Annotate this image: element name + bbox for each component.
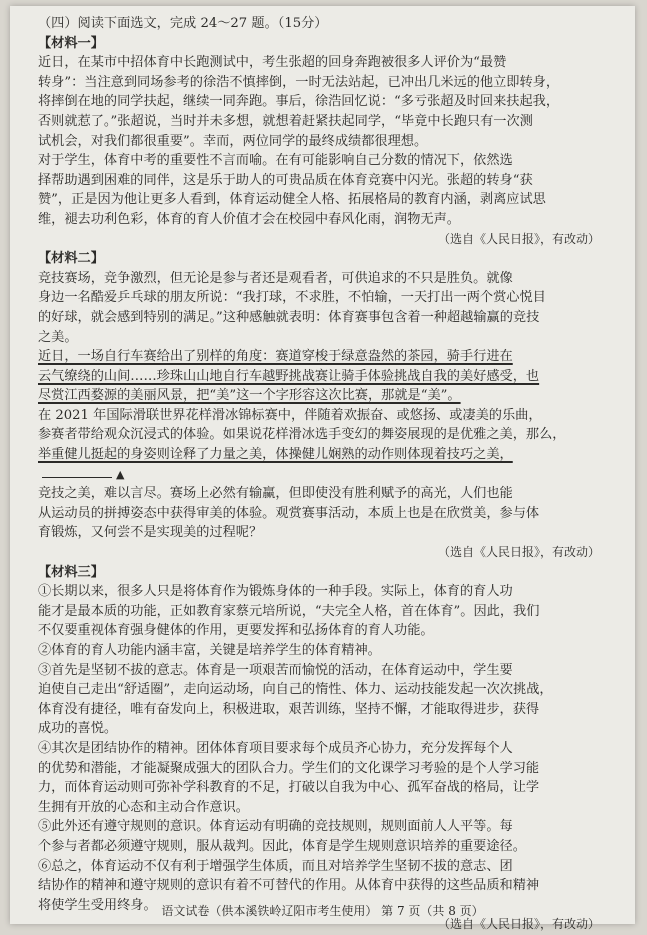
line-text: ⑤此外还有遵守规则的意识。体育运动有明确的竞技规则，规则面前人人平等。每 <box>38 819 513 835</box>
line-text: ②体育的育人功能内涵丰富，关键是培养学生的体育精神。 <box>38 643 381 658</box>
material-2-body-c <box>38 484 600 543</box>
text-line <box>38 308 600 328</box>
text-line <box>38 328 600 348</box>
line-text: 个参与者都必须遵守规则，服从裁判。因此，体育是学生规则意识培养的重要途径。 <box>38 838 526 854</box>
text-line <box>38 837 600 857</box>
underlined-line: 云气缭绕的山间……珍珠山山地自行车越野挑战赛让骑手体验挑战自我的美好感受，也 <box>38 368 540 384</box>
triangle-mark-icon: ▲ <box>116 467 125 481</box>
line-text: 竞技赛场，竞争激烈，但无论是参与者还是观看者，可供追求的不只是胜负。就像 <box>38 270 513 286</box>
material-2-title: 【材料二】 <box>38 251 104 267</box>
material-2-source: （选自《人民日报》，有改动） <box>437 545 600 560</box>
page-footer: 语文试卷（供本溪铁岭辽阳市考生使用） 第 7 页（共 8 页） <box>161 904 484 918</box>
line-text: 的好球，就会感到特别的满足。”这种感触就表明：体育赛事包含着一种超越输赢的竞技 <box>38 309 540 325</box>
text-line <box>38 269 600 289</box>
line-text: 之美。 <box>38 329 78 345</box>
line-text: 竞技之美，难以言尽。赛场上必然有输赢，但即使没有胜利赋予的高光，人们也能 <box>38 486 513 502</box>
underlined-line: 近日，一场自行车赛给出了别样的角度：赛道穿梭于绿意盎然的茶园，骑手行进在 <box>38 349 513 365</box>
line-text: 体育没有捷径，唯有奋发向上，积极进取，艰苦训练，坚持不懈，才能取得进步，获得 <box>38 701 540 717</box>
material-2-underlined-last <box>38 445 600 465</box>
material-1-title: 【材料一】 <box>38 35 104 51</box>
text-line <box>38 112 600 132</box>
underlined-line: 尽赏江西婺源的美丽风景，把“美”这一个字形容这次比赛，那就是“美”。 <box>38 388 461 404</box>
section-header: （四）阅读下面选文，完成 24～27 题。（15分） <box>38 16 328 31</box>
text-line <box>38 171 600 191</box>
underlined-sentence: 举重健儿挺起的身姿则诠释了力量之美，体操健儿娴熟的动作则体现着技巧之美， <box>38 447 513 463</box>
line-text: 结协作的精神和遵守规则的意识有着不可替代的作用。从体育中获得的这些品质和精神 <box>38 878 540 894</box>
text-line <box>38 759 600 779</box>
material-3-source: （选自《人民日报》，有改动） <box>437 917 600 932</box>
line-text: 将摔倒在地的同学扶起，继续一同奔跑。事后，徐浩回忆说：“多亏张超及时回来扶起我， <box>38 94 560 110</box>
line-text: 对于学生，体育中考的重要性不言而喻。在有可能影响自己分数的情况下，依然选 <box>38 153 513 169</box>
text-line <box>38 582 600 602</box>
text-line <box>38 739 600 759</box>
text-line <box>38 73 600 93</box>
line-text: 转身”：当注意到同场参考的徐浩不慎摔倒，一时无法站起，已冲出几米远的他立即转身， <box>38 74 560 90</box>
line-text: 维，褪去功利色彩，体育的育人价值才会在校园中春风化雨，润物无声。 <box>38 211 460 227</box>
text-line <box>38 151 600 171</box>
line-text: 赞”，正是因为他让更多人看到，体育运动健全人格、拓展格局的教育内涵，剥离应试思 <box>38 192 546 208</box>
exam-page <box>10 6 635 932</box>
material-2-body-b <box>38 406 600 445</box>
line-text: 身边一名酷爱乒乓球的朋友所说：“我打球，不求胜，不怕输，一天打出一两个赏心悦目 <box>38 290 546 306</box>
material-2-underlined <box>38 347 600 406</box>
text-line <box>38 621 600 641</box>
line-text: 近日，在某市中招体育中长跑测试中，考生张超的回身奔跑被很多人评价为“最赞 <box>38 55 507 71</box>
line-text: 生拥有开放的心态和主动合作意识。 <box>38 799 249 815</box>
text-line <box>38 700 600 720</box>
text-line <box>38 425 600 445</box>
text-line <box>38 504 600 524</box>
text-line <box>38 641 600 661</box>
text-line <box>38 92 600 112</box>
text-line <box>38 132 600 152</box>
text-line <box>38 367 600 387</box>
line-text: 的优势和潜能，才能凝聚成强大的团队合力。学生们的文化课学习考验的是个人学习能 <box>38 760 540 776</box>
text-line <box>38 288 600 308</box>
line-text: 试机会，对我们都很重要”。幸而，两位同学的最终成绩都很理想。 <box>38 133 428 149</box>
line-text: 迫使自己走出“舒适圈”，走向运动场，向自己的惰性、体力、运动技能发起一次次挑战， <box>38 682 553 698</box>
text-line <box>38 602 600 622</box>
line-text: 择帮助遇到困难的同伴，这是乐于助人的可贵品质在体育竞赛中闪光。张超的转身“获 <box>38 172 533 188</box>
text-line <box>38 190 600 210</box>
text-line <box>38 210 600 230</box>
text-line <box>38 680 600 700</box>
line-text: ①长期以来，很多人只是将体育作为锻炼身体的一种手段。实际上，体育的育人功 <box>38 584 513 600</box>
blank-line-row <box>38 465 600 485</box>
text-line <box>38 857 600 877</box>
line-text: 成功的喜悦。 <box>38 721 118 737</box>
material-2-body-a <box>38 269 600 347</box>
line-text: 能才是最本质的功能，正如教育家蔡元培所说，“夫完全人格，首在体育”。因此，我们 <box>38 603 540 619</box>
line-text: 在 2021 年国际滑联世界花样滑冰锦标赛中，伴随着欢振奋、或悠扬、或凄美的乐曲， <box>38 407 542 423</box>
text-line <box>38 406 600 426</box>
line-text: 不仅要重视体育强身健体的作用，更要发挥和弘扬体育的育人功能。 <box>38 623 434 639</box>
line-text: 育锻炼，又何尝不是实现美的过程呢？ <box>38 525 263 541</box>
answer-blank <box>42 465 112 478</box>
line-text: ④其次是团结协作的精神。团体体育项目要求每个成员齐心协力，充分发挥每个人 <box>38 740 513 756</box>
line-text: 从运动员的拼搏姿态中获得审美的体验。观赏赛事活动，本质上也是在欣赏美，参与体 <box>38 505 540 521</box>
line-text: 力，而体育运动则可弥补学科教育的不足，打破以自我为中心、孤军奋战的格局，让学 <box>38 780 540 796</box>
text-line <box>38 523 600 543</box>
text-line <box>38 53 600 73</box>
text-line <box>38 876 600 896</box>
line-text: ③首先是坚韧不拔的意志。体育是一项艰苦而愉悦的活动，在体育运动中，学生要 <box>38 662 513 678</box>
line-text: 将使学生受用终身。 <box>38 897 157 913</box>
text-line <box>38 817 600 837</box>
material-1-body <box>38 53 600 229</box>
text-line <box>38 778 600 798</box>
text-line <box>38 386 600 406</box>
line-text: 参赛者带给观众沉浸式的体验。如果说花样滑冰选手变幻的舞姿展现的是优雅之美，那么， <box>38 427 566 443</box>
page-content <box>38 14 600 935</box>
text-line <box>38 347 600 367</box>
line-text: 否则就惹了。”张超说，当时并未多想，就想着赶紧扶起同学，“毕竟中长跑只有一次测 <box>38 113 533 129</box>
line-text: ⑥总之，体育运动不仅有利于增强学生体质，而且对培养学生坚韧不拔的意志、团 <box>38 858 513 874</box>
material-3-title: 【材料三】 <box>38 564 104 580</box>
text-line <box>38 661 600 681</box>
material-1-source: （选自《人民日报》，有改动） <box>437 231 600 246</box>
text-line <box>38 798 600 818</box>
material-3-body <box>38 582 600 915</box>
text-line <box>38 484 600 504</box>
text-line <box>38 719 600 739</box>
